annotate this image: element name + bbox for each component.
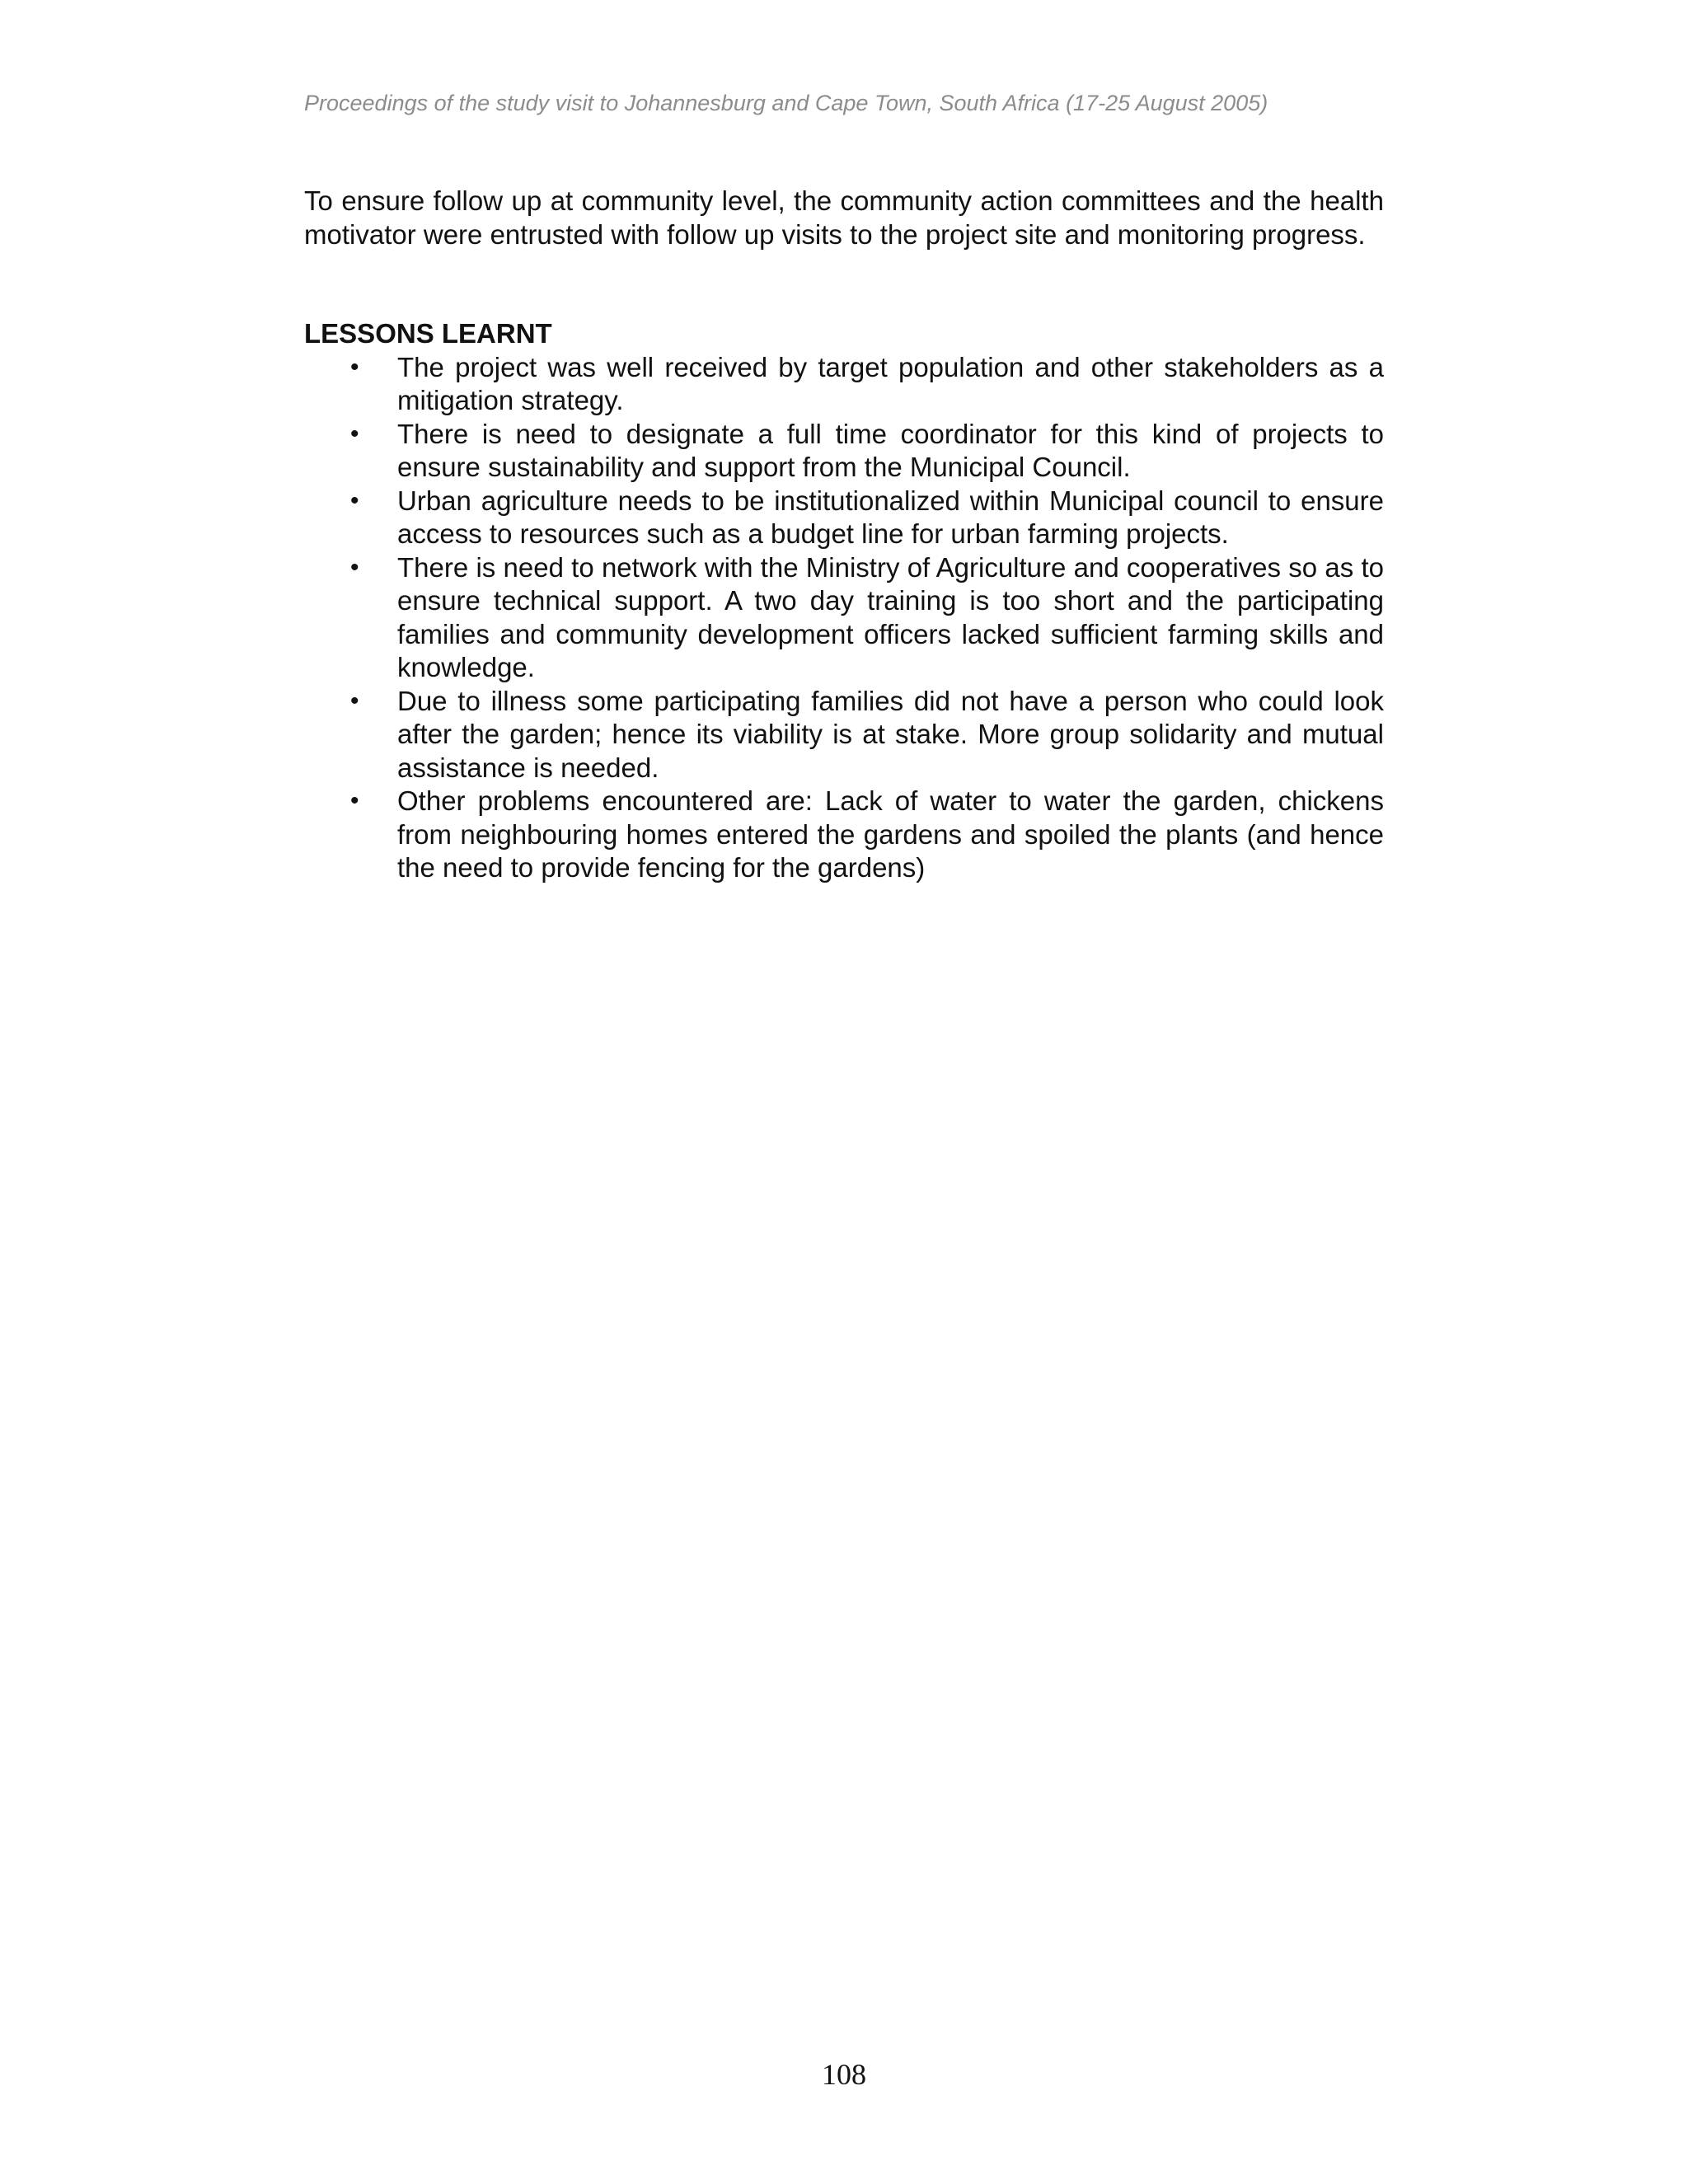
list-item-text: There is need to network with the Ministry of Agriculture and cooperatives so as to ensure technical support. A two day training is too short and the participating families and community development officers lacked sufficient farming skills and knowledge. xyxy=(397,551,1384,682)
list-item xyxy=(350,351,1384,418)
bullet-icon: • xyxy=(350,687,359,715)
bullet-icon: • xyxy=(350,787,359,814)
bullet-icon: • xyxy=(350,486,359,514)
list-item-text: The project was well received by target population and other stakeholders as a mitigation strategy. xyxy=(397,351,1384,415)
list-item-text: Due to illness some participating families did not have a person who could look after the garden; hence its viability is at stake. More group solidarity and mutual assistance is needed. xyxy=(397,685,1384,783)
page-number: 108 xyxy=(822,2058,866,2091)
bullet-icon: • xyxy=(350,419,359,448)
section-heading: LESSONS LEARNT xyxy=(304,318,552,349)
intro-paragraph: To ensure follow up at community level, the community action committees and the health motivator were entrusted with follow up visits to the project site and monitoring progress. xyxy=(304,185,1384,250)
list-item-text: There is need to designate a full time coordinator for this kind of projects to ensure sustainability and support from the Municipal Council. xyxy=(397,418,1384,482)
list-item xyxy=(350,485,1384,551)
list-item xyxy=(350,551,1384,685)
running-header: Proceedings of the study visit to Johannesburg and Cape Town, South Africa (17-25 August 2005) xyxy=(304,91,1268,115)
list-item xyxy=(350,418,1384,485)
list-item xyxy=(350,785,1384,885)
bullet-icon: • xyxy=(350,353,359,381)
bullet-icon: • xyxy=(350,553,359,581)
list-item-text: Other problems encountered are: Lack of water to water the garden, chickens from neighbouring homes entered the gardens and spoiled the plants (and hence the need to provide fencing for the gardens) xyxy=(397,785,1384,883)
lessons-list xyxy=(304,351,1384,885)
list-item xyxy=(350,685,1384,785)
page-content xyxy=(304,185,1384,885)
list-item-text: Urban agriculture needs to be institutionalized within Municipal council to ensure access to resources such as a budget line for urban farming projects. xyxy=(397,485,1384,549)
